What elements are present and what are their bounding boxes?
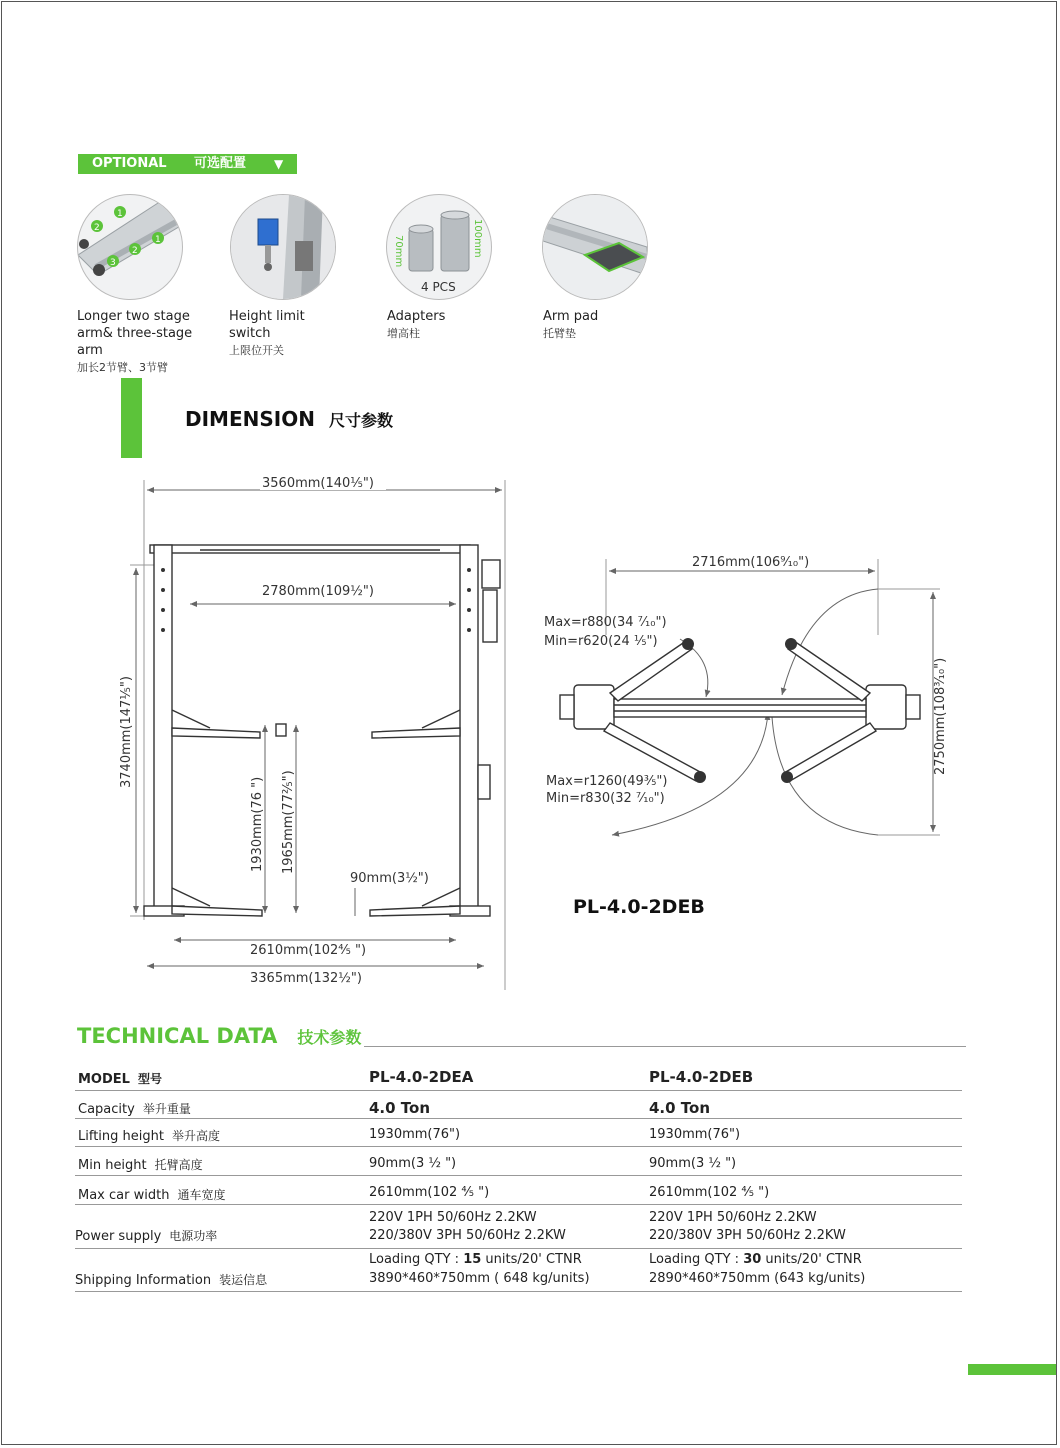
row-label-cn: 通车宽度 <box>177 1188 226 1202</box>
row-value-2b: 220/380V 3PH 50/60Hz 2.2KW <box>649 1228 846 1243</box>
table-row <box>75 1118 962 1147</box>
model-header-cn: 型号 <box>137 1072 162 1086</box>
table-header-row <box>75 1062 962 1091</box>
triangle-down-icon: ▼ <box>274 157 284 171</box>
arm-option-title-cn: 加长2节臂、3节臂 <box>77 361 168 374</box>
row-label-en: Shipping Information <box>75 1273 212 1288</box>
table-row <box>75 1090 962 1119</box>
loading-qty-value: 30 <box>743 1252 762 1267</box>
dimension-title-en: DIMENSION <box>185 407 315 431</box>
optional-label: OPTIONAL <box>92 156 167 171</box>
adapters-option-title: Adapters <box>387 309 446 324</box>
row-value-2a: 220V 1PH 50/60Hz 2.2KW <box>649 1210 817 1225</box>
limit-switch-option-image <box>230 194 336 300</box>
row-value-2a <box>649 1252 862 1267</box>
arm-pad-option-image <box>542 194 648 300</box>
model-header <box>78 1070 162 1087</box>
svg-text:1: 1 <box>155 235 161 245</box>
optional-label-cn: 可选配置 <box>194 156 247 171</box>
lift-height-label: 1930mm(76 ") <box>250 776 265 872</box>
max-height-label: 1965mm(77⅖") <box>281 770 296 874</box>
adapter-dim-100: 100mm <box>472 219 483 258</box>
arm-option-image <box>77 194 183 300</box>
row-label <box>75 1271 267 1288</box>
drawing-model-label: PL-4.0-2DEB <box>573 896 705 918</box>
svg-text:2: 2 <box>132 246 138 256</box>
front-max-radius-label: Max=r880(34 ⁷⁄₁₀") <box>544 615 667 630</box>
overall-height-label: 3740mm(147⅕") <box>119 676 134 788</box>
footer-accent-bar <box>968 1364 1056 1375</box>
loading-qty-prefix: Loading QTY : <box>649 1252 744 1267</box>
dimension-title-cn: 尺寸参数 <box>328 411 393 430</box>
svg-text:1: 1 <box>117 209 123 219</box>
front-min-radius-label: Min=r620(24 ⅕") <box>544 634 658 649</box>
svg-text:2: 2 <box>94 223 100 233</box>
rear-min-radius-label: Min=r830(32 ⁷⁄₁₀") <box>546 791 665 806</box>
adapter-dim-70: 70mm <box>393 235 404 268</box>
loading-qty-suffix: units/20' CTNR <box>481 1252 582 1267</box>
model-header-en: MODEL <box>78 1072 130 1087</box>
top-view-drawing <box>540 545 950 855</box>
loading-qty-value: 15 <box>463 1252 482 1267</box>
row-label-en: Lifting height <box>78 1129 164 1144</box>
optional-header-bar <box>78 154 297 174</box>
arm-option-caption <box>77 308 212 376</box>
min-height-label: 90mm(3½") <box>350 871 429 886</box>
inner-width-label: 2780mm(109½") <box>262 584 374 599</box>
table-row <box>75 1175 962 1205</box>
row-value-1: 4.0 Ton <box>369 1099 431 1117</box>
adapters-option-caption <box>387 308 507 342</box>
dimension-accent-bar <box>121 378 142 458</box>
table-row <box>75 1204 962 1249</box>
row-label-en: Capacity <box>78 1102 135 1117</box>
row-label-cn: 电源功率 <box>169 1229 218 1243</box>
technical-title-rule <box>364 1046 966 1047</box>
limit-switch-option-title: Height limit switch <box>229 309 305 341</box>
depth-label: 2750mm(108³⁄₁₀") <box>933 657 948 775</box>
row-label-en: Max car width <box>78 1188 170 1203</box>
adapters-option-title-cn: 增高柱 <box>387 327 420 340</box>
technical-title <box>77 1024 361 1048</box>
row-label-en: Min height <box>78 1158 147 1173</box>
row-label-cn: 托臂高度 <box>154 1158 203 1172</box>
arm-option-title: Longer two stage arm& three-stage arm <box>77 309 193 358</box>
adapters-option-image <box>386 194 492 300</box>
arm-pad-option-caption <box>543 308 663 342</box>
row-label <box>78 1100 191 1117</box>
model-col-2: PL-4.0-2DEB <box>649 1068 754 1086</box>
row-label-cn: 举升重量 <box>142 1102 191 1116</box>
row-label-cn: 装运信息 <box>219 1273 268 1287</box>
model-col-1: PL-4.0-2DEA <box>369 1068 474 1086</box>
row-value-1: 1930mm(76") <box>369 1127 461 1142</box>
row-value-1: 2610mm(102 ⅘ ") <box>369 1185 490 1200</box>
rear-max-radius-label: Max=r1260(49⅗") <box>546 774 668 789</box>
arm-pad-option-title-cn: 托臂垫 <box>543 327 576 340</box>
table-row <box>75 1248 962 1292</box>
limit-switch-option-title-cn: 上限位开关 <box>229 344 284 357</box>
overall-width-label: 3560mm(140⅕") <box>262 476 374 491</box>
row-value-1b: 3890*460*750mm ( 648 kg/units) <box>369 1271 590 1286</box>
front-elevation-drawing <box>110 470 530 990</box>
row-value-1a <box>369 1252 582 1267</box>
adapter-qty-badge: 4 PCS <box>421 280 456 294</box>
base-width-label: 3365mm(132½") <box>250 971 362 986</box>
loading-qty-suffix: units/20' CTNR <box>761 1252 862 1267</box>
technical-title-cn: 技术参数 <box>297 1028 362 1047</box>
arm-span-label: 2716mm(106⁹⁄₁₀") <box>692 555 810 570</box>
limit-switch-option-caption <box>229 308 349 359</box>
row-value-1a: 220V 1PH 50/60Hz 2.2KW <box>369 1210 537 1225</box>
row-value-1b: 220/380V 3PH 50/60Hz 2.2KW <box>369 1228 566 1243</box>
table-row <box>75 1146 962 1176</box>
row-label <box>78 1127 220 1144</box>
dimension-title <box>185 407 393 431</box>
row-label-cn: 举升高度 <box>171 1129 220 1143</box>
row-label <box>78 1156 203 1173</box>
row-value-2: 2610mm(102 ⅘ ") <box>649 1185 770 1200</box>
row-label <box>78 1186 225 1203</box>
row-value-2: 1930mm(76") <box>649 1127 741 1142</box>
loading-qty-prefix: Loading QTY : <box>369 1252 464 1267</box>
arm-pad-option-title: Arm pad <box>543 309 599 324</box>
row-value-1: 90mm(3 ½ ") <box>369 1156 457 1171</box>
svg-text:3: 3 <box>110 258 116 268</box>
technical-title-en: TECHNICAL DATA <box>77 1024 278 1048</box>
drive-through-label: 2610mm(102⅘ ") <box>250 943 367 958</box>
row-label <box>75 1227 217 1244</box>
row-value-2: 90mm(3 ½ ") <box>649 1156 737 1171</box>
row-label-en: Power supply <box>75 1229 162 1244</box>
row-value-2b: 2890*460*750mm (643 kg/units) <box>649 1271 866 1286</box>
row-value-2: 4.0 Ton <box>649 1099 711 1117</box>
